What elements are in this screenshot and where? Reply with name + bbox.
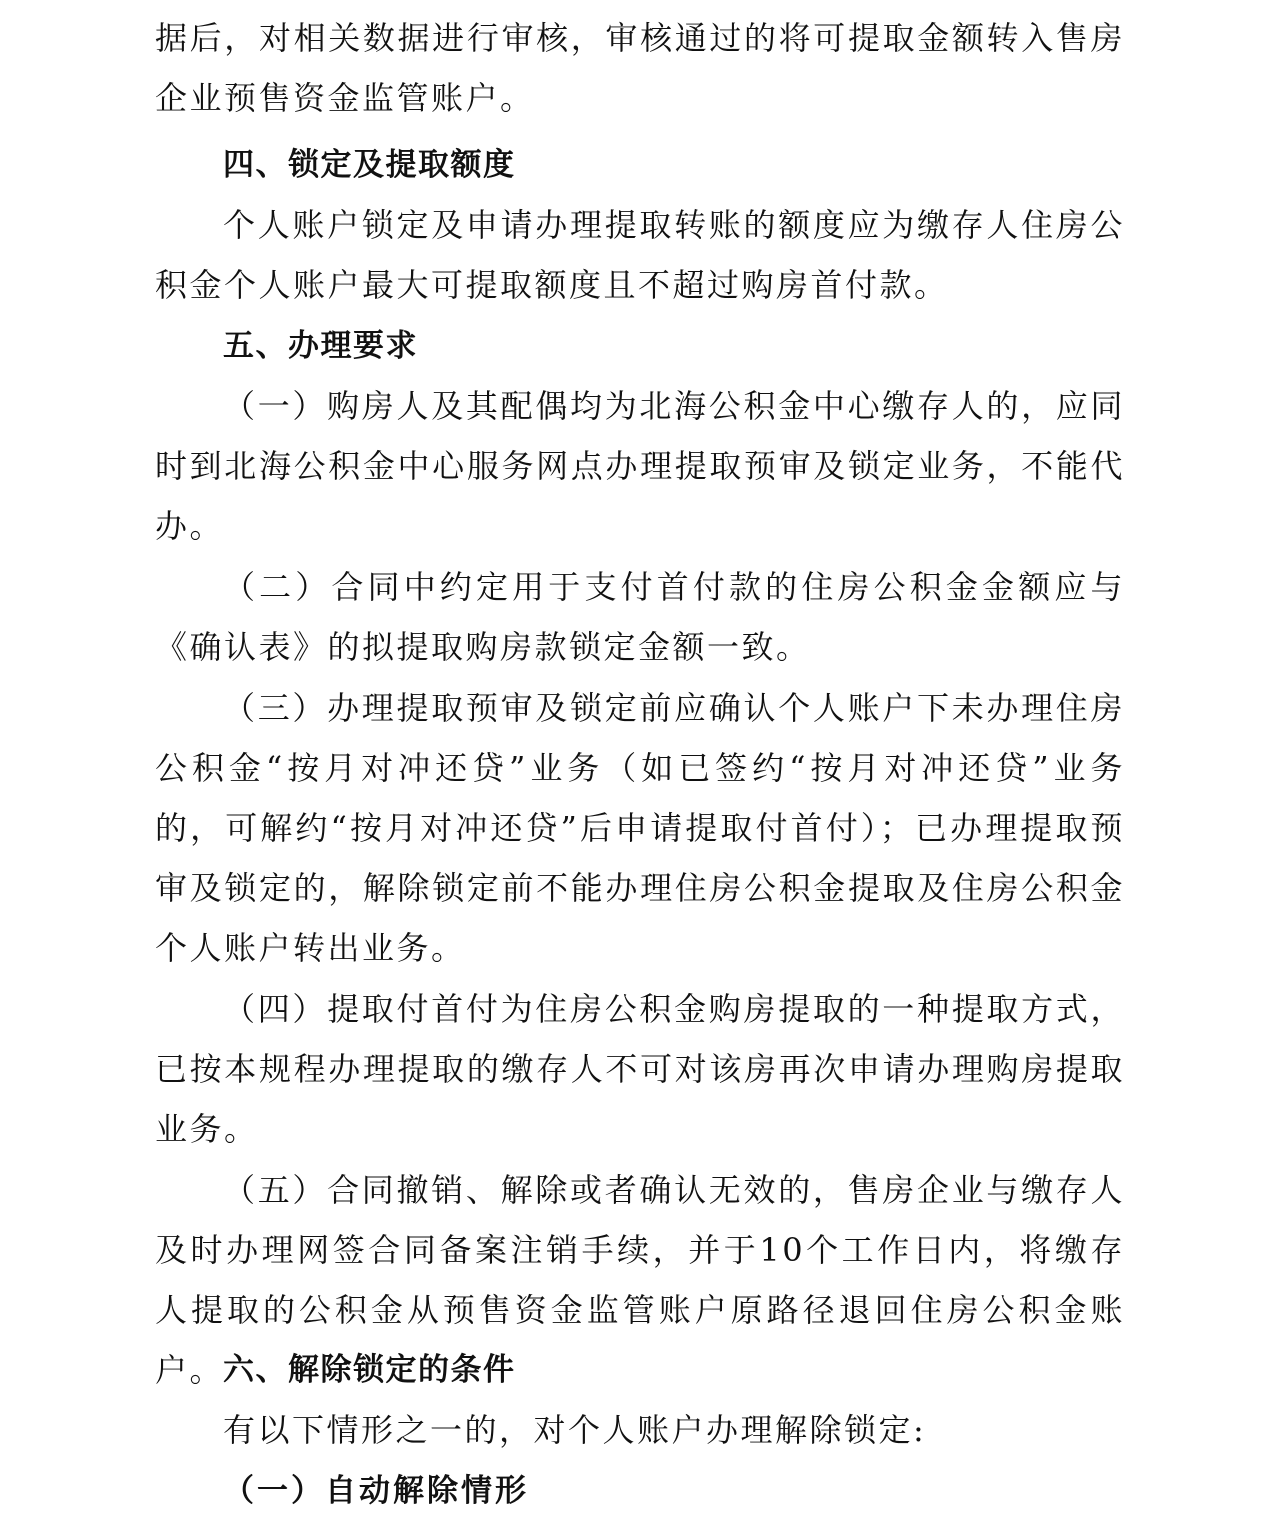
section-heading-unlock-conditions: 六、解除锁定的条件 [223, 1352, 516, 1388]
paragraph-unlock-intro: 有以下情形之一的，对个人账户办理解除锁定: [223, 1411, 927, 1449]
paragraph-requirement-1: （一）购房人及其配偶均为北海公积金中心缴存人的，应同时到北海公积金中心服务网点办理提取预审及锁定业务，不能代办。 [155, 387, 1125, 545]
paragraph-requirement-3: （三）办理提取预审及锁定前应确认个人账户下未办理住房公积金“按月对冲还贷”业务（如已签约“按月对冲还贷”业务的，可解约“按月对冲还贷”后申请提取付首付）；已办理提取预审及锁定的，解除锁定前不能办理住房公积金提取及住房公积金个人账户转出业务。 [155, 689, 1125, 967]
section-heading-lock-and-withdrawal-limit: 四、锁定及提取额度 [223, 147, 516, 183]
section-heading-handling-requirements: 五、办理要求 [223, 328, 418, 364]
paragraph-requirement-5: （五）合同撤销、解除或者确认无效的，售房企业与缴存人及时办理网签合同备案注销手续，并于10个工作日内，将缴存人提取的公积金从预售资金监管账户原路径退回住房公积金账户。 [155, 1171, 1125, 1389]
subsection-heading-automatic-unlock: （一）自动解除情形 [223, 1473, 529, 1509]
paragraph-withdrawal-limit: 个人账户锁定及申请办理提取转账的额度应为缴存人住房公积金个人账户最大可提取额度且不超过购房首付款。 [155, 206, 1125, 304]
paragraph-requirement-2: （二）合同中约定用于支付首付款的住房公积金金额应与《确认表》的拟提取购房款锁定金额一致。 [155, 568, 1125, 666]
paragraph-requirement-4: （四）提取付首付为住房公积金购房提取的一种提取方式，已按本规程办理提取的缴存人不可对该房再次申请办理购房提取业务。 [155, 990, 1125, 1148]
paragraph-continuation: 据后，对相关数据进行审核，审核通过的将可提取金额转入售房企业预售资金监管账户。 [155, 19, 1125, 117]
